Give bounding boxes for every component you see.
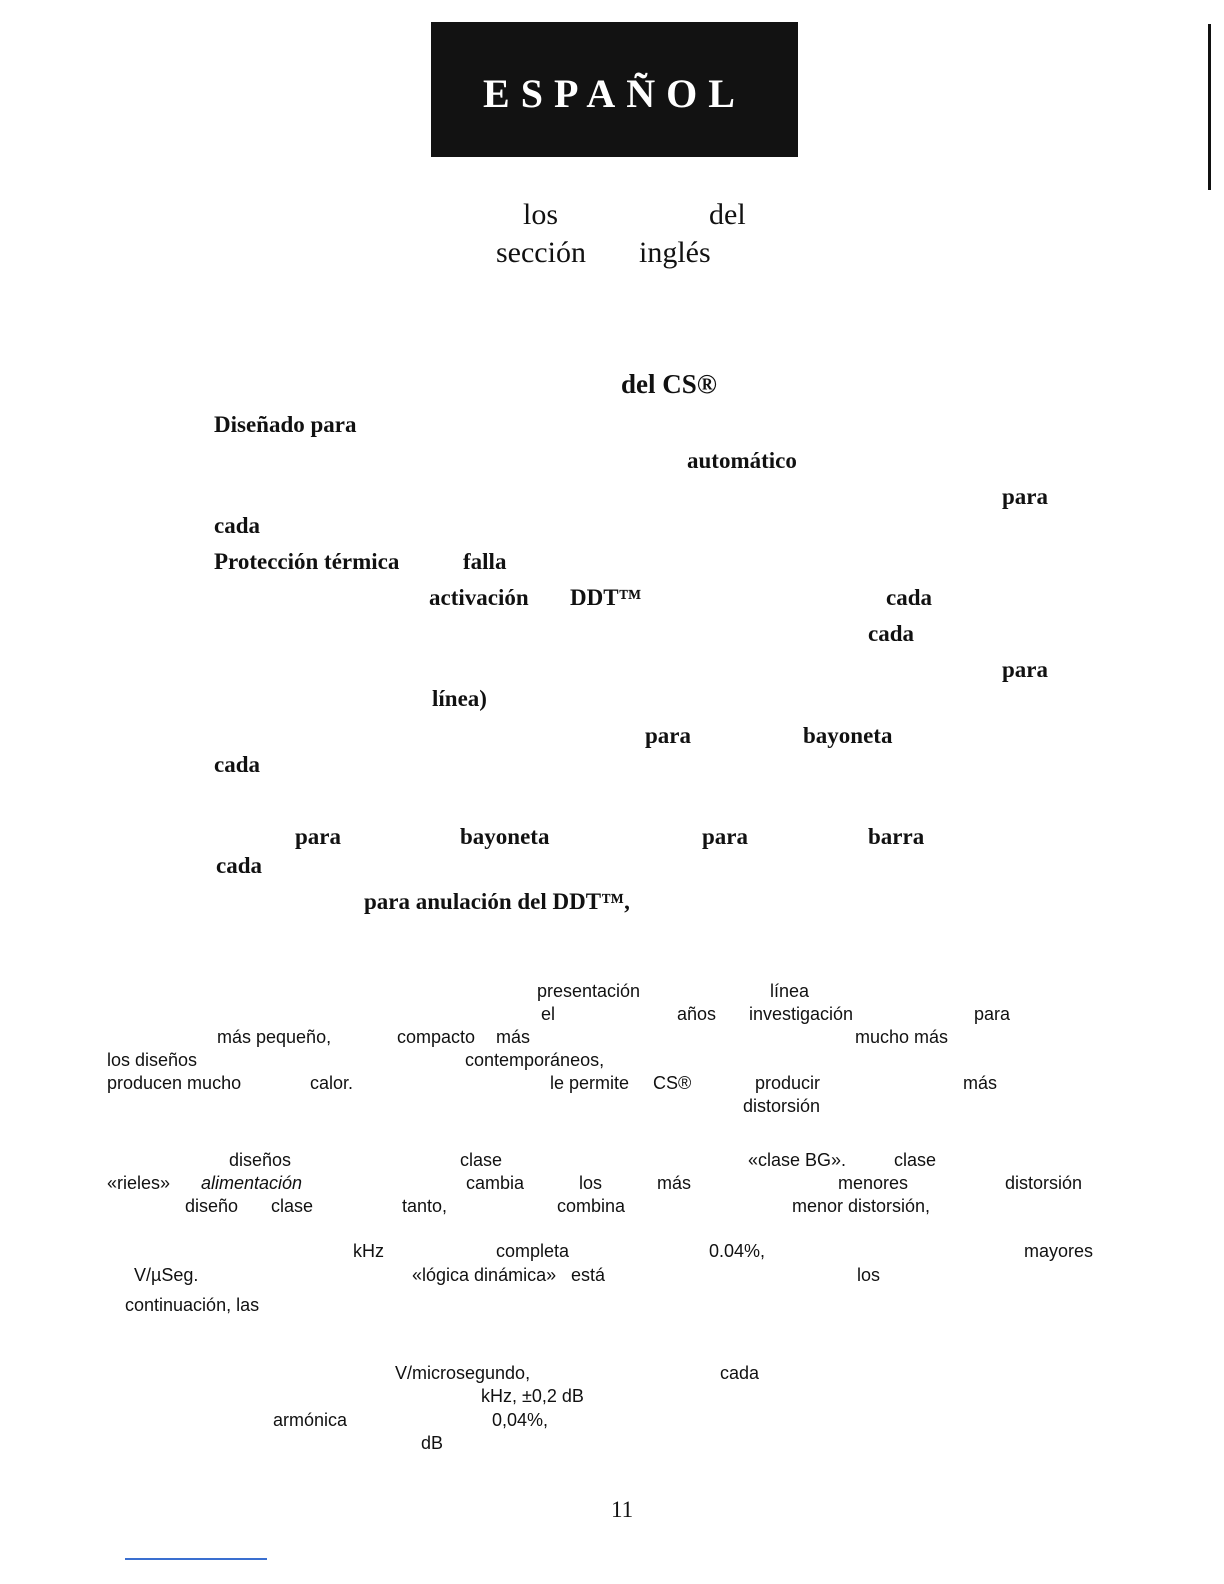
feature-fragment: cada <box>216 853 262 878</box>
feature-fragment: barra <box>868 824 925 849</box>
feature-fragment: para <box>295 824 341 849</box>
feature-fragment: para <box>645 723 691 748</box>
body-fragment: menores <box>838 1173 909 1193</box>
body-fragment: más <box>657 1173 692 1193</box>
feature-fragment: activación <box>429 585 529 610</box>
body-fragment: presentación <box>537 981 641 1001</box>
feature-fragment: cada <box>886 585 932 610</box>
footer-rule <box>125 1558 267 1560</box>
feature-fragment: cada <box>214 513 260 538</box>
body-fragment: clase <box>271 1196 314 1216</box>
intro-word: sección <box>496 236 586 269</box>
page-number: 11 <box>611 1497 634 1522</box>
feature-fragment: bayoneta <box>460 824 550 849</box>
feature-fragment: Diseñado para <box>214 412 357 437</box>
body-fragment: continuación, las <box>125 1295 260 1315</box>
feature-fragment: Protección térmica <box>214 549 400 574</box>
feature-fragment: para anulación del DDT™, <box>364 889 630 914</box>
body-fragment: «clase BG». <box>748 1150 847 1170</box>
feature-fragment: línea) <box>432 686 487 711</box>
spec-fragment: 0,04%, <box>492 1410 549 1430</box>
body-fragment: línea <box>770 981 810 1001</box>
body-fragment: producir <box>755 1073 821 1093</box>
feature-fragment: cada <box>868 621 914 646</box>
body-fragment: combina <box>557 1196 626 1216</box>
body-fragment: 0.04%, <box>709 1241 766 1261</box>
body-fragment: clase <box>460 1150 503 1170</box>
body-fragment: para <box>974 1004 1011 1024</box>
body-fragment: completa <box>496 1241 570 1261</box>
spec-fragment: kHz, ±0,2 dB <box>481 1386 584 1406</box>
body-fragment: distorsión <box>1005 1173 1083 1193</box>
body-fragment: contemporáneos, <box>465 1050 605 1070</box>
body-fragment: «rieles» <box>107 1173 171 1193</box>
body-fragment: distorsión <box>743 1096 821 1116</box>
feature-fragment: bayoneta <box>803 723 893 748</box>
body-fragment: alimentación <box>201 1173 303 1193</box>
body-fragment: los <box>857 1265 881 1285</box>
intro-word: los <box>523 198 559 231</box>
body-fragment: investigación <box>749 1004 854 1024</box>
body-fragment: mayores <box>1024 1241 1094 1261</box>
feature-fragment: cada <box>214 752 260 777</box>
feature-fragment: falla <box>463 549 507 574</box>
body-fragment: «lógica dinámica» <box>412 1265 557 1285</box>
body-fragment: clase <box>894 1150 937 1170</box>
body-fragment: menor distorsión, <box>792 1196 931 1216</box>
body-fragment: producen mucho <box>107 1073 242 1093</box>
body-fragment: más <box>496 1027 531 1047</box>
body-fragment: kHz <box>353 1241 384 1261</box>
body-fragment: CS® <box>653 1073 692 1093</box>
feature-fragment: DDT™ <box>570 585 642 610</box>
body-fragment: está <box>571 1265 606 1285</box>
body-fragment: el <box>541 1004 556 1024</box>
body-fragment: mucho más <box>855 1027 949 1047</box>
spec-fragment: V/microsegundo, <box>395 1363 531 1383</box>
body-fragment: le permite <box>550 1073 630 1093</box>
body-fragment: cambia <box>466 1173 525 1193</box>
body-fragment: los <box>579 1173 603 1193</box>
spec-fragment: cada <box>720 1363 760 1383</box>
body-fragment: tanto, <box>402 1196 448 1216</box>
body-fragment: diseños <box>229 1150 292 1170</box>
feature-fragment: automático <box>687 448 797 473</box>
feature-fragment: para <box>702 824 748 849</box>
body-fragment: los diseños <box>107 1050 198 1070</box>
spec-fragment: dB <box>421 1433 444 1453</box>
page-edge-bar <box>1208 24 1211 190</box>
body-fragment: V/µSeg. <box>134 1265 199 1285</box>
language-banner <box>431 22 798 157</box>
banner-title: ESPAÑOL <box>483 71 746 116</box>
body-fragment: calor. <box>310 1073 354 1093</box>
body-fragment: diseño <box>185 1196 239 1216</box>
body-fragment: años <box>677 1004 717 1024</box>
intro-word: inglés <box>639 236 711 269</box>
intro-word: del <box>709 198 746 231</box>
section-heading: del CS® <box>621 369 717 399</box>
spec-fragment: armónica <box>273 1410 348 1430</box>
feature-fragment: para <box>1002 484 1048 509</box>
body-fragment: más <box>963 1073 998 1093</box>
body-fragment: más pequeño, <box>217 1027 332 1047</box>
feature-fragment: para <box>1002 657 1048 682</box>
body-fragment: compacto <box>397 1027 476 1047</box>
